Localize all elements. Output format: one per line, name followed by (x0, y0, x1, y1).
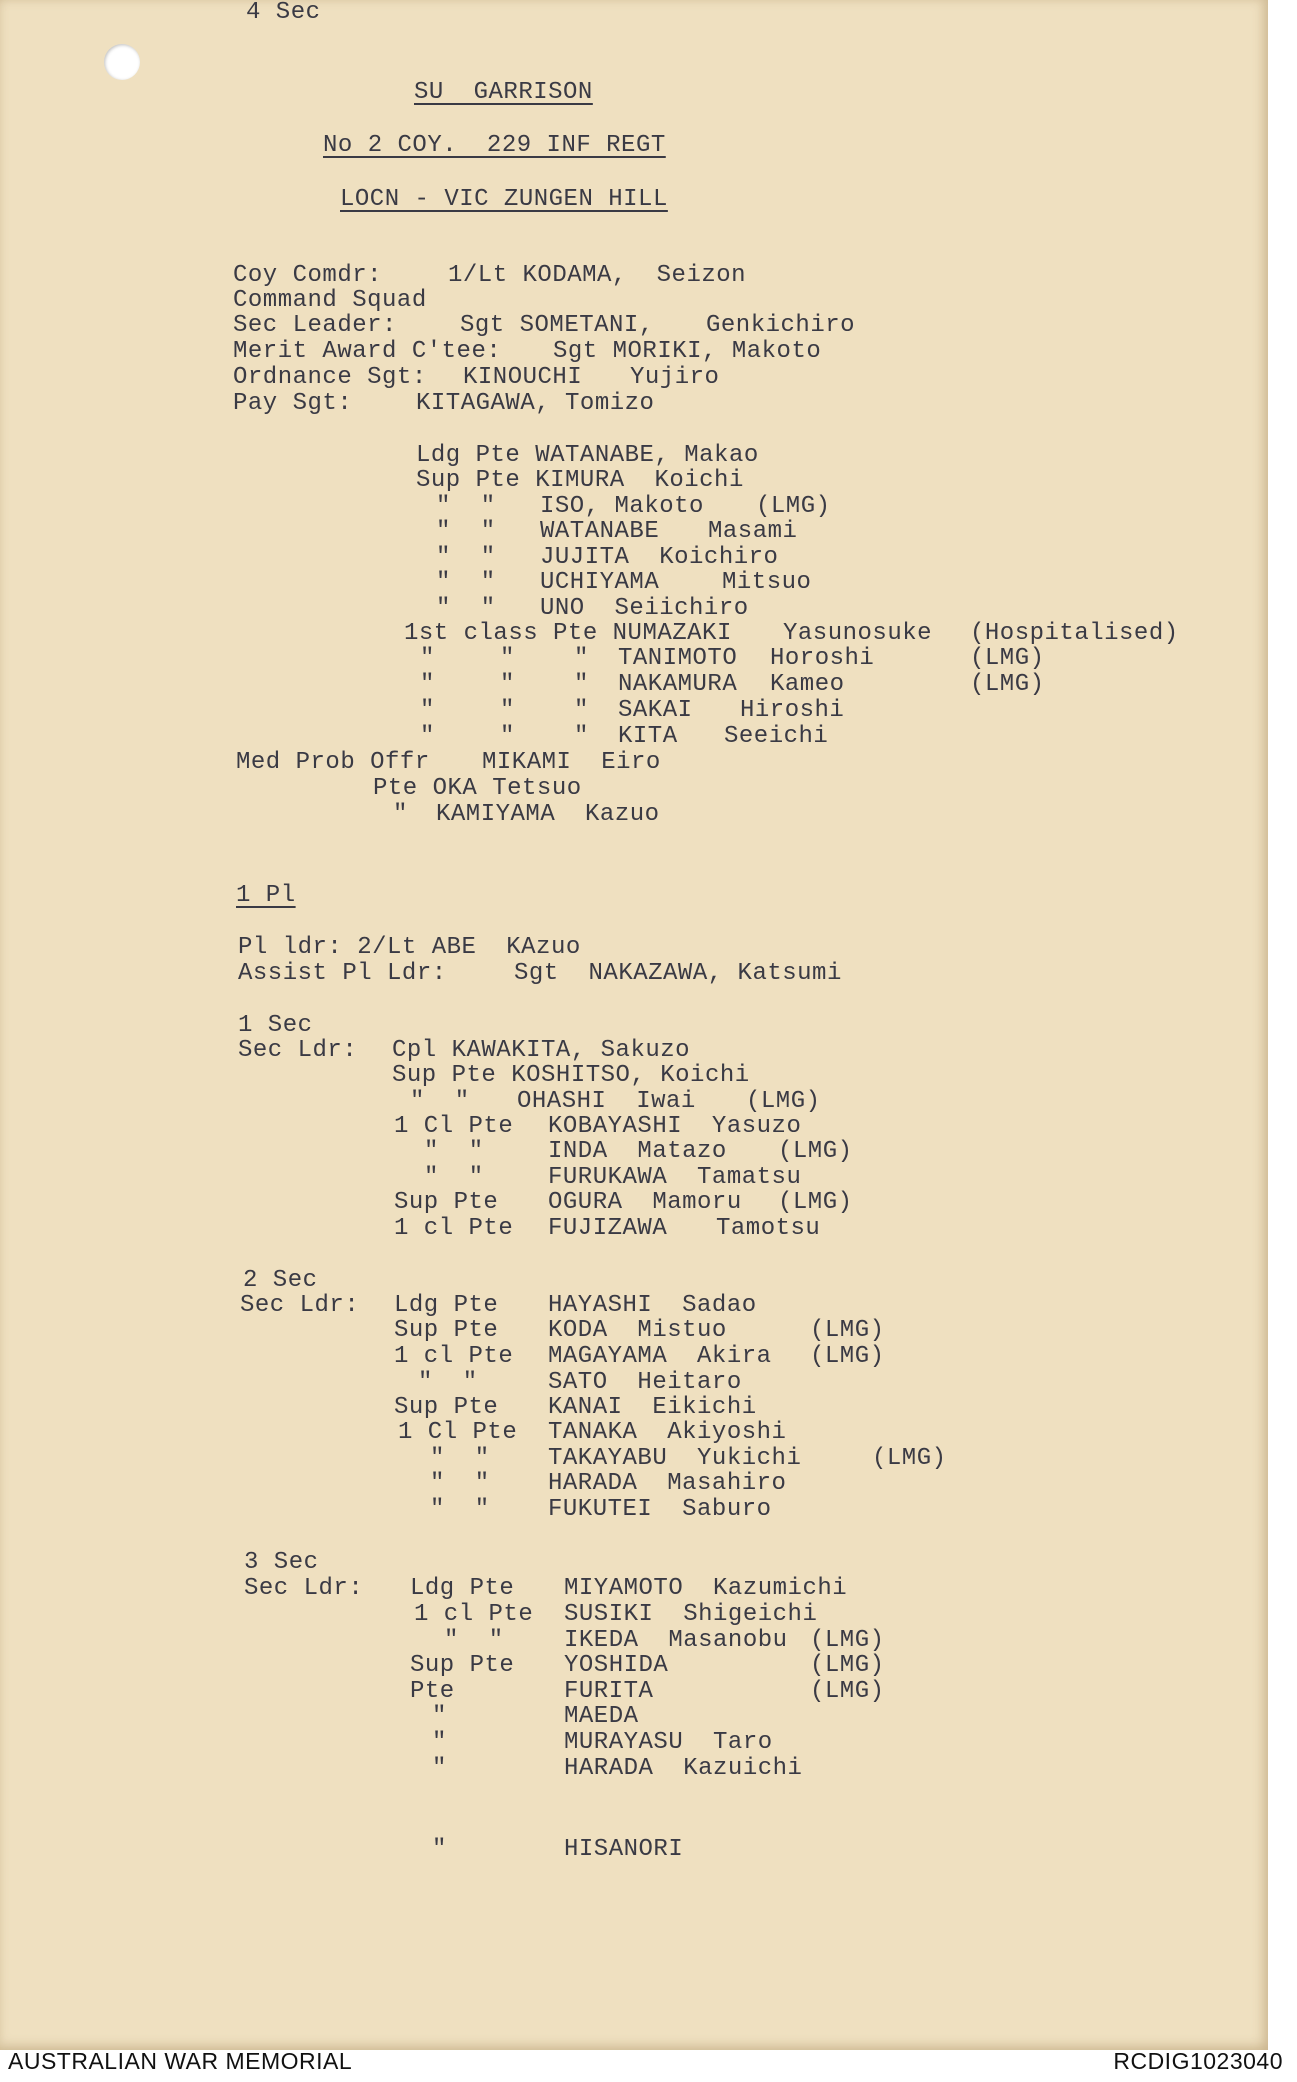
roster-line-25-seg-1: Cpl KAWAKITA, Sakuzo (392, 1037, 691, 1064)
roster-line-45-seg-1: SUSIKI Shigeichi (564, 1601, 818, 1628)
roster-line-13-seg-1: Yasunosuke (783, 620, 933, 647)
roster-line-30-seg-1: FURUKAWA Tamatsu (548, 1164, 802, 1191)
roster-line-15-seg-5: (LMG) (970, 671, 1045, 698)
roster-line-26-seg-0: Sup Pte KOSHITSO, Koichi (392, 1062, 750, 1089)
roster-line-35-seg-0: Sup Pte (394, 1317, 499, 1344)
roster-line-13-seg-0: 1st class Pte NUMAZAKI (404, 620, 732, 647)
roster-line-47-seg-1: YOSHIDA (564, 1652, 669, 1679)
roster-line-5-seg-0: Pay Sgt: (233, 390, 353, 417)
roster-line-6-seg-0: Ldg Pte WATANABE, Makao (416, 442, 759, 469)
roster-line-2-seg-1: Sgt SOMETANI, (460, 312, 654, 339)
roster-line-48-seg-0: Pte (410, 1678, 455, 1705)
roster-line-50-seg-1: MURAYASU Taro (564, 1729, 773, 1756)
roster-line-44-seg-2: MIYAMOTO Kazumichi (564, 1575, 848, 1602)
roster-line-15-seg-4: Kameo (770, 671, 845, 698)
roster-line-17-seg-3: KITA (618, 723, 678, 750)
roster-line-4-seg-2: Yujiro (630, 364, 720, 391)
roster-line-34-seg-2: HAYASHI Sadao (548, 1292, 757, 1319)
roster-line-51-seg-0: " (432, 1755, 447, 1782)
header-line-3: LOCN - VIC ZUNGEN HILL (340, 186, 668, 213)
roster-line-10-seg-0: " " (436, 544, 496, 571)
roster-line-31-seg-2: (LMG) (778, 1189, 853, 1216)
roster-line-20-seg-1: KAMIYAMA Kazuo (436, 801, 660, 828)
roster-line-29-seg-0: " " (424, 1138, 484, 1165)
roster-line-48-seg-1: FURITA (564, 1678, 654, 1705)
roster-line-31-seg-0: Sup Pte (394, 1189, 499, 1216)
roster-line-36-seg-2: (LMG) (810, 1343, 885, 1370)
roster-line-1-seg-0: Command Squad (233, 287, 427, 314)
roster-line-50-seg-0: " (432, 1729, 447, 1756)
roster-line-39-seg-1: TANAKA Akiyoshi (548, 1419, 787, 1446)
roster-line-10-seg-1: JUJITA Koichiro (540, 544, 779, 571)
roster-line-41-seg-0: " " (430, 1470, 490, 1497)
roster-line-28-seg-1: KOBAYASHI Yasuzo (548, 1113, 802, 1140)
roster-line-25-seg-0: Sec Ldr: (238, 1037, 358, 1064)
roster-line-34-seg-0: Sec Ldr: (240, 1292, 360, 1319)
roster-line-14-seg-3: TANIMOTO (618, 645, 738, 672)
roster-line-46-seg-0: " " (444, 1627, 504, 1654)
roster-line-13-seg-2: (Hospitalised) (970, 620, 1179, 647)
roster-line-17-seg-4: Seeichi (724, 723, 829, 750)
roster-line-12-seg-0: " " (436, 595, 496, 622)
roster-line-38-seg-1: KANAI Eikichi (548, 1394, 757, 1421)
footer-right: RCDIG1023040 (1113, 2048, 1283, 2074)
roster-line-51-seg-1: HARADA Kazuichi (564, 1755, 803, 1782)
roster-line-0-seg-0: Coy Comdr: (233, 262, 383, 289)
header-line-2: No 2 COY. 229 INF REGT (323, 132, 666, 159)
roster-line-0-seg-1: 1/Lt KODAMA, Seizon (448, 262, 747, 289)
roster-line-23-seg-1: Sgt NAKAZAWA, Katsumi (514, 960, 842, 987)
roster-line-16-seg-3: SAKAI (618, 697, 693, 724)
roster-line-53-seg-0: 4 Sec (246, 0, 321, 26)
roster-line-34-seg-1: Ldg Pte (394, 1292, 499, 1319)
roster-line-8-seg-2: (LMG) (756, 493, 831, 520)
roster-line-4-seg-1: KINOUCHI (463, 364, 583, 391)
roster-line-33-seg-0: 2 Sec (243, 1267, 318, 1294)
roster-line-2-seg-2: Genkichiro (706, 312, 856, 339)
roster-line-37-seg-0: " " (418, 1369, 478, 1396)
roster-line-19-seg-0: Pte OKA Tetsuo (373, 775, 582, 802)
roster-line-52-seg-1: HISANORI (564, 1836, 684, 1863)
roster-line-14-seg-2: " (574, 645, 589, 672)
roster-line-15-seg-1: " (500, 671, 515, 698)
roster-line-31-seg-1: OGURA Mamoru (548, 1189, 742, 1216)
roster-line-21-seg-0: 1 Pl (236, 882, 296, 909)
punch-hole (104, 44, 140, 80)
roster-line-27-seg-2: (LMG) (746, 1088, 821, 1115)
roster-line-49-seg-1: MAEDA (564, 1703, 639, 1730)
roster-line-32-seg-2: Tamotsu (716, 1215, 821, 1242)
roster-line-45-seg-0: 1 cl Pte (414, 1601, 534, 1628)
roster-line-38-seg-0: Sup Pte (394, 1394, 499, 1421)
roster-line-11-seg-0: " " (436, 569, 496, 596)
roster-line-36-seg-0: 1 cl Pte (394, 1343, 514, 1370)
roster-line-32-seg-1: FUJIZAWA (548, 1215, 668, 1242)
roster-line-11-seg-1: UCHIYAMA (540, 569, 660, 596)
roster-line-3-seg-0: Merit Award C'tee: (233, 338, 502, 365)
roster-line-44-seg-1: Ldg Pte (410, 1575, 515, 1602)
roster-line-22-seg-0: Pl ldr: 2/Lt ABE KAzuo (238, 934, 581, 961)
roster-line-52-seg-0: " (432, 1836, 447, 1863)
roster-line-40-seg-2: (LMG) (872, 1445, 947, 1472)
roster-line-9-seg-2: Masami (708, 518, 798, 545)
roster-line-7-seg-0: Sup Pte KIMURA Koichi (416, 467, 744, 494)
roster-line-49-seg-0: " (432, 1703, 447, 1730)
roster-line-5-seg-1: KITAGAWA, Tomizo (416, 390, 655, 417)
roster-line-14-seg-1: " (500, 645, 515, 672)
roster-line-16-seg-0: " (420, 697, 435, 724)
roster-line-17-seg-2: " (574, 723, 589, 750)
roster-line-32-seg-0: 1 cl Pte (394, 1215, 514, 1242)
roster-line-29-seg-1: INDA Matazo (548, 1138, 727, 1165)
roster-line-42-seg-0: " " (430, 1496, 490, 1523)
roster-line-14-seg-4: Horoshi (770, 645, 875, 672)
roster-line-46-seg-1: IKEDA Masanobu (564, 1627, 788, 1654)
roster-line-46-seg-2: (LMG) (810, 1627, 885, 1654)
roster-line-35-seg-1: KODA Mistuo (548, 1317, 727, 1344)
roster-line-23-seg-0: Assist Pl Ldr: (238, 960, 447, 987)
roster-line-9-seg-1: WATANABE (540, 518, 660, 545)
roster-line-43-seg-0: 3 Sec (244, 1549, 319, 1576)
roster-line-40-seg-1: TAKAYABU Yukichi (548, 1445, 802, 1472)
roster-line-41-seg-1: HARADA Masahiro (548, 1470, 787, 1497)
roster-line-9-seg-0: " " (436, 518, 496, 545)
roster-line-15-seg-3: NAKAMURA (618, 671, 738, 698)
roster-line-18-seg-1: MIKAMI Eiro (482, 749, 661, 776)
roster-line-16-seg-2: " (574, 697, 589, 724)
roster-line-16-seg-1: " (500, 697, 515, 724)
roster-line-27-seg-0: " " (410, 1088, 470, 1115)
roster-line-14-seg-5: (LMG) (970, 645, 1045, 672)
roster-line-24-seg-0: 1 Sec (238, 1012, 313, 1039)
roster-line-16-seg-4: Hiroshi (740, 697, 845, 724)
roster-line-37-seg-1: SATO Heitaro (548, 1369, 742, 1396)
roster-line-36-seg-1: MAGAYAMA Akira (548, 1343, 772, 1370)
roster-line-20-seg-0: " (393, 801, 408, 828)
roster-line-2-seg-0: Sec Leader: (233, 312, 397, 339)
roster-line-4-seg-0: Ordnance Sgt: (233, 364, 427, 391)
roster-line-27-seg-1: OHASHI Iwai (517, 1088, 696, 1115)
roster-line-47-seg-2: (LMG) (810, 1652, 885, 1679)
roster-line-47-seg-0: Sup Pte (410, 1652, 515, 1679)
roster-line-35-seg-2: (LMG) (810, 1317, 885, 1344)
roster-line-40-seg-0: " " (430, 1445, 490, 1472)
roster-line-8-seg-1: ISO, Makoto (540, 493, 704, 520)
roster-line-11-seg-2: Mitsuo (722, 569, 812, 596)
roster-line-44-seg-0: Sec Ldr: (244, 1575, 364, 1602)
header-line-1: SU GARRISON (414, 79, 593, 106)
roster-line-17-seg-0: " (420, 723, 435, 750)
roster-line-30-seg-0: " " (424, 1164, 484, 1191)
roster-line-18-seg-0: Med Prob Offr (236, 749, 430, 776)
roster-line-14-seg-0: " (420, 645, 435, 672)
roster-line-12-seg-1: UNO Seiichiro (540, 595, 749, 622)
roster-line-48-seg-2: (LMG) (810, 1678, 885, 1705)
roster-line-3-seg-1: Sgt MORIKI, Makoto (553, 338, 822, 365)
roster-line-28-seg-0: 1 Cl Pte (394, 1113, 514, 1140)
roster-line-42-seg-1: FUKUTEI Saburo (548, 1496, 772, 1523)
roster-line-15-seg-2: " (574, 671, 589, 698)
roster-line-15-seg-0: " (420, 671, 435, 698)
roster-line-17-seg-1: " (500, 723, 515, 750)
footer-left: AUSTRALIAN WAR MEMORIAL (8, 2048, 353, 2074)
roster-line-8-seg-0: " " (436, 493, 496, 520)
roster-line-29-seg-2: (LMG) (778, 1138, 853, 1165)
roster-line-39-seg-0: 1 Cl Pte (398, 1419, 518, 1446)
